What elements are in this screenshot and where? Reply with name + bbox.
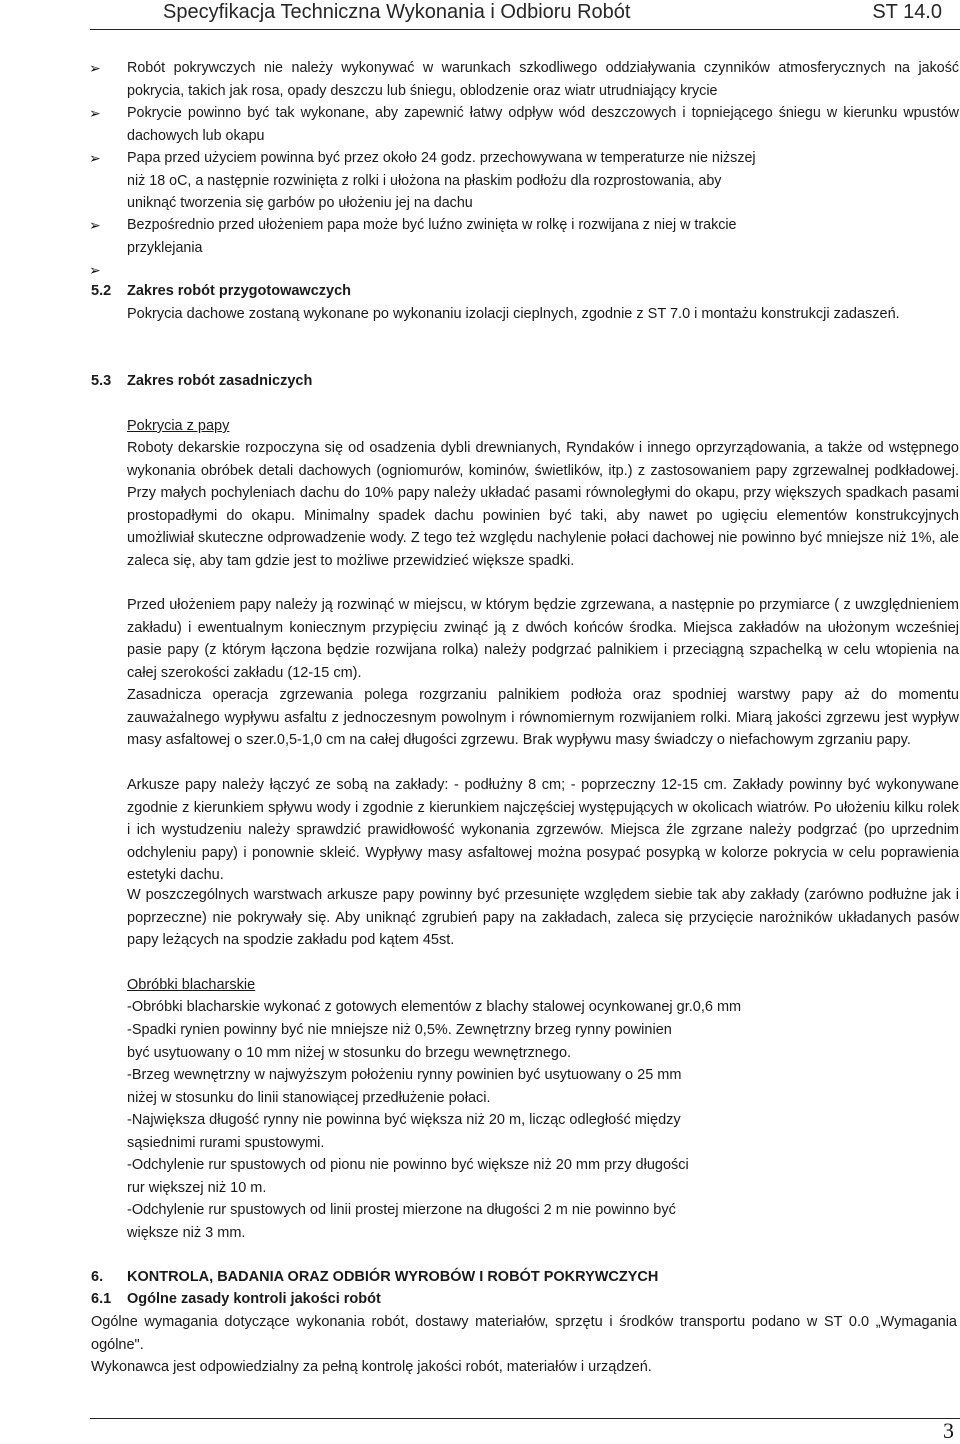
section-5-2-text: Pokrycia dachowe zostaną wykonane po wykonaniu izolacji cieplnych, zgodnie z ST 7.0 i montażu konstrukcji zadaszeń. [127,306,900,322]
section-title: Zakres robót zasadniczych [127,373,313,389]
section-number: 5.2 [91,283,112,299]
section-6-1-heading [91,1288,381,1311]
list-line: -Spadki rynien powinny być nie mniejsze niż 0,5%. Zewnętrzny brzeg rynny powinien [127,1022,672,1038]
list-line: być usytuowany o 10 mm niżej w stosunku do brzegu wewnętrznego. [127,1045,572,1061]
section-number: 6.1 [91,1291,112,1307]
list-line: -Odchylenie rur spustowych od linii prostej mierzone na długości 2 m nie powinno być [127,1202,676,1218]
paragraph: Przed ułożeniem papy należy ją rozwinąć w miejscu, w którym będzie zgrzewana, a następnie po przymiarce ( z uwzględnieniem zakładu) i ewentualnym koniecznym przypięciu zwinąć ją z dwóch końców środka. Miejsca zakładów na ułożonym wcześniej pasie papy (z którym łączona będzie rozwijana rolka) należy podgrzać palnikiem i przeciągną szpachelką w celu wtopienia na całej szerokości zakładu (12-15 cm). [127,597,959,681]
list-line: rur większej niż 10 m. [127,1180,267,1196]
arrow-bullet-icon: ➢ [89,217,101,233]
spec-code: ST 14.0 [872,1,942,23]
list-line: sąsiednimi rurami spustowymi. [127,1135,325,1151]
section-number: 6. [91,1269,104,1285]
arrow-bullet-icon: ➢ [89,60,101,76]
section-6-heading [91,1266,658,1289]
document-title: Specyfikacja Techniczna Wykonania i Odbioru Robót [163,1,631,23]
list-line: niżej w stosunku do linii stanowiącej przedłużenie połaci. [127,1090,491,1106]
page-number: 3 [943,1418,954,1443]
subheading-obrobki: Obróbki blacharskie [127,977,256,993]
section-title: KONTROLA, BADANIA ORAZ ODBIÓR WYROBÓW I ROBÓT POKRYWCZYCH [127,1269,659,1285]
section-title: Ogólne zasady kontroli jakości robót [127,1291,381,1307]
list-line: -Obróbki blacharskie wykonać z gotowych elementów z blachy stalowej ocynkowanej gr.0,6 mm [127,999,742,1015]
section-number: 5.3 [91,373,112,389]
section-5-3-heading [91,370,312,393]
bullet-item: Bezpośrednio przed ułożeniem papa może być luźno zwinięta w rolkę i rozwijana z niej w trakcie przyklejania [127,217,737,256]
list-line: -Odchylenie rur spustowych od pionu nie powinno być większe niż 20 mm przy długości [127,1157,689,1173]
paragraph: Roboty dekarskie rozpoczyna się od osadzenia dybli drewnianych, Ryndaków i innego oprzyrządowania, a także od wstępnego wykonania obróbek detali dachowych (ogniomurów, kominów, świetlików, itp.) z zastosowaniem papy zgrzewalnej podkładowej. Przy małych pochyleniach dachu do 10% papy należy układać pasami równoległymi do okapu, przy większych spadkach pasami prostopadłymi do okapu. Minimalny spadek dachu powinien być taki, aby nawet po ugięciu elementów konstrukcyjnych umożliwiał skuteczne odprowadzenie wody. Z tego też względu nachylenie połaci dachowej nie powinno być mniejsze niż 1%, ale zaleca się, aby tam gdzie jest to możliwe przewidzieć większe spadki. [127,440,959,569]
bullet-item: Pokrycie powinno być tak wykonane, aby zapewnić łatwy odpływ wód deszczowych i topniejącego śniegu w kierunku wpustów dachowych lub okapu [127,105,959,144]
bullet-item: Robót pokrywczych nie należy wykonywać w warunkach szkodliwego oddziaływania czynników atmosferycznych na jakość pokrycia, takich jak rosa, opady deszczu lub śniegu, oblodzenie oraz wiatr utrudniający krycie [127,60,959,99]
list-line: -Największa długość rynny nie powinna być większa niż 20 m, licząc odległość między [127,1112,681,1128]
header-rule [90,29,960,30]
paragraph: Zasadnicza operacja zgrzewania polega rozgrzaniu palnikiem podłoża oraz spodniej warstwy papy aż do momentu zauważalnego wypływu asfaltu z jednoczesnym powolnym i równomiernym rozwijaniem rolki. Miarą jakości zgrzewu jest wypływ masy asfaltowej o szer.0,5-1,0 cm na całej długości zgrzewu. Brak wypływu masy świadczy o niefachowym zgrzaniu papy. [127,687,959,748]
bullet-item: Papa przed użyciem powinna być przez około 24 godz. przechowywana w temperaturze nie niższej niż 18 oC, a następnie rozwinięta z rolki i ułożona na płaskim podłożu dla rozprostowania, aby uniknąć tworzenia się garbów po ułożeniu jej na dachu [127,150,756,211]
arrow-bullet-icon: ➢ [89,105,101,121]
paragraph: Arkusze papy należy łączyć ze sobą na zakłady: - podłużny 8 cm; - poprzeczny 12-15 cm. Zakłady powinny być wykonywane zgodnie z kierunkiem spływu wody i zgodnie z kierunkiem najczęściej występujących w okolicach wiatrów. Po ułożeniu kilku rolek i ich wystudzeniu należy sprawdzić prawidłowość wykonania zgrzewów. Miejsca źle zgrzane należy podgrzać (po uprzednim odchyleniu papy) i ponownie skleić. Wypływy masy asfaltowej można posypać posypką w kolorze pokrycia w celu poprawienia estetyki dachu. [127,777,959,883]
footer-rule [90,1418,960,1419]
paragraph: Ogólne wymagania dotyczące wykonania robót, dostawy materiałów, sprzętu i środków transportu podano w ST 0.0 „Wymagania ogólne". [91,1314,957,1353]
page-header [0,0,960,32]
list-line: -Brzeg wewnętrzny w najwyższym położeniu rynny powinien być usytuowany o 25 mm [127,1067,682,1083]
arrow-bullet-icon: ➢ [89,262,101,278]
subheading-pokrycia: Pokrycia z papy [127,418,230,434]
section-5-2-heading [91,280,351,303]
list-line: większe niż 3 mm. [127,1225,246,1241]
arrow-bullet-icon: ➢ [89,150,101,166]
paragraph: W poszczególnych warstwach arkusze papy powinny być przesunięte względem siebie tak aby zakłady (zarówno podłużne jak i poprzeczne) nie pokrywały się. Aby uniknąć zgrubień papy na zakładach, zaleca się przycięcie narożników układanych pasów papy leżących na spodzie zakładu pod kątem 45st. [127,887,959,948]
paragraph: Wykonawca jest odpowiedzialny za pełną kontrolę jakości robót, materiałów i urządzeń. [91,1359,652,1375]
section-title: Zakres robót przygotowawczych [127,283,351,299]
